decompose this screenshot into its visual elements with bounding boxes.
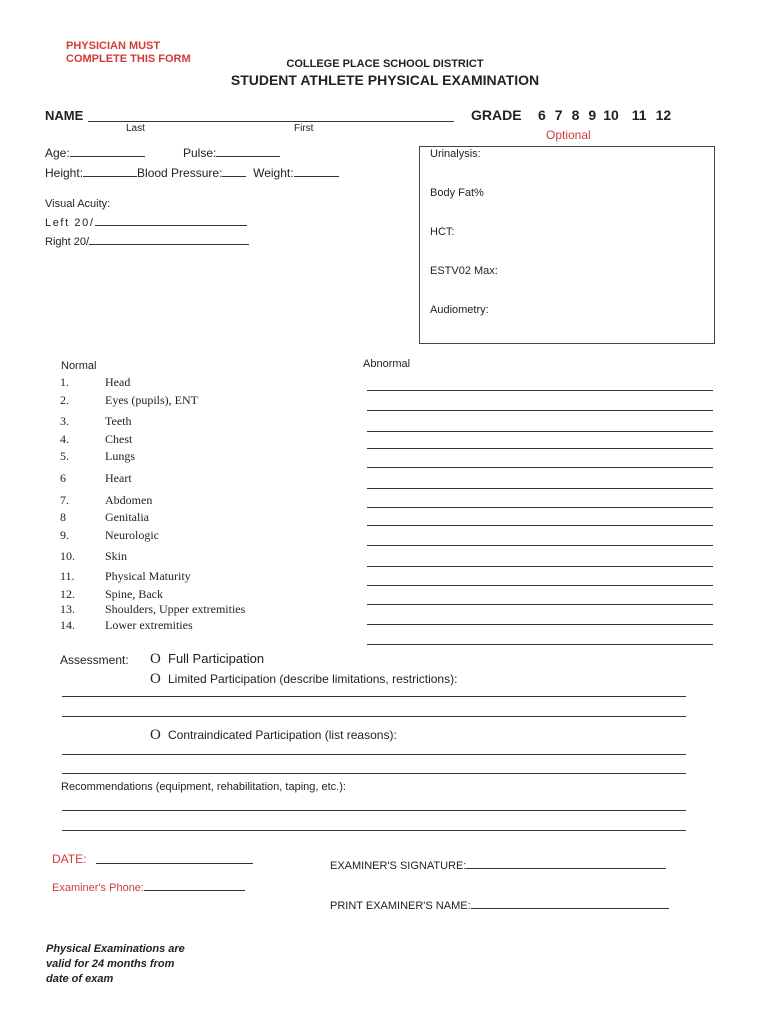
grade-options: [538, 107, 671, 123]
optional-label: Optional: [546, 128, 591, 142]
list-item: 14. Lower extremities: [60, 617, 193, 632]
urinalysis-label: Urinalysis:: [430, 148, 481, 160]
physician-notice-line1: PHYSICIAN MUST: [66, 40, 161, 52]
signature-row: [330, 860, 666, 872]
abnormal-label: Abnormal: [363, 358, 411, 370]
phone-row: [52, 882, 245, 894]
limitations-line[interactable]: [62, 716, 686, 717]
abnormal-line[interactable]: [367, 448, 713, 449]
limited-participation-label: Limited Participation (describe limitations, restrictions):: [168, 672, 458, 686]
radio-circle-icon[interactable]: O: [150, 651, 161, 667]
validity-note-line3: date of exam: [46, 973, 114, 985]
age-field[interactable]: [70, 156, 145, 157]
first-name-label: First: [294, 123, 314, 134]
abnormal-line[interactable]: [367, 585, 713, 586]
visual-acuity-label: Visual Acuity:: [45, 198, 111, 210]
list-item: 11. Physical Maturity: [60, 568, 191, 583]
abnormal-line[interactable]: [367, 644, 713, 645]
abnormal-line[interactable]: [367, 488, 713, 489]
blood-pressure-label: Blood Pressure:: [137, 166, 223, 180]
list-item: 3. Teeth: [60, 414, 132, 429]
list-item: 12. Spine, Back: [60, 586, 163, 601]
height-field[interactable]: [83, 176, 137, 177]
list-item: 8 Genitalia: [60, 510, 149, 525]
validity-note-line2: valid for 24 months from: [46, 958, 175, 970]
print-examiner-name-label: PRINT EXAMINER'S NAME:: [330, 900, 471, 912]
limitations-line[interactable]: [62, 696, 686, 697]
district-name: COLLEGE PLACE SCHOOL DISTRICT: [286, 58, 484, 70]
full-participation-option[interactable]: [150, 651, 264, 668]
audiometry-label: Audiometry:: [430, 304, 489, 316]
grade-option-11[interactable]: 11: [631, 107, 647, 123]
page-title: STUDENT ATHLETE PHYSICAL EXAMINATION: [230, 72, 540, 88]
examiner-phone-label: Examiner's Phone:: [52, 882, 144, 894]
abnormal-line[interactable]: [367, 604, 713, 605]
date-field[interactable]: [96, 863, 253, 864]
abnormal-line[interactable]: [367, 566, 713, 567]
examiner-signature-label: EXAMINER'S SIGNATURE:: [330, 860, 467, 872]
right-eye-label: Right 20/: [45, 236, 90, 248]
reasons-line[interactable]: [62, 754, 686, 755]
contraindicated-participation-label: Contraindicated Participation (list reasons):: [168, 728, 397, 742]
examiner-signature-field[interactable]: [466, 868, 666, 869]
radio-circle-icon[interactable]: O: [150, 671, 161, 687]
normal-label: Normal: [61, 360, 97, 372]
height-label: Height:: [45, 166, 84, 180]
exam-items-list: [60, 374, 245, 634]
body-fat-label: Body Fat%: [430, 187, 484, 199]
list-item: 4. Chest: [60, 431, 133, 446]
limited-participation-option[interactable]: [150, 671, 457, 688]
grade-option-7[interactable]: 7: [554, 107, 563, 123]
print-examiner-name-field[interactable]: [471, 908, 669, 909]
left-eye-field[interactable]: [95, 225, 247, 226]
reasons-line[interactable]: [62, 773, 686, 774]
weight-label: Weight:: [253, 166, 294, 180]
age-row: [45, 146, 145, 160]
age-label: Age:: [45, 146, 70, 160]
full-participation-label: Full Participation: [168, 651, 265, 666]
list-item: 7. Abdomen: [60, 492, 153, 507]
grade-label: GRADE: [471, 107, 522, 123]
recommendations-line[interactable]: [62, 810, 686, 811]
name-label: NAME: [45, 108, 84, 123]
abnormal-line[interactable]: [367, 467, 713, 468]
grade-option-8[interactable]: 8: [571, 107, 580, 123]
abnormal-line[interactable]: [367, 431, 713, 432]
abnormal-line[interactable]: [367, 390, 713, 391]
last-name-label: Last: [126, 123, 145, 134]
validity-note: [46, 942, 185, 987]
right-eye-row: [45, 236, 249, 248]
name-field[interactable]: [88, 121, 454, 122]
list-item: 10. Skin: [60, 549, 128, 564]
left-eye-label: Left 20/: [45, 217, 95, 229]
abnormal-line[interactable]: [367, 410, 713, 411]
grade-option-12[interactable]: 12: [655, 107, 672, 123]
contraindicated-participation-option[interactable]: [150, 727, 397, 744]
abnormal-line[interactable]: [367, 507, 713, 508]
grade-option-10[interactable]: 10: [603, 107, 619, 123]
grade-option-9[interactable]: 9: [588, 107, 597, 123]
left-eye-row: [45, 217, 247, 229]
date-label: DATE:: [52, 852, 87, 866]
validity-note-line1: Physical Examinations are: [46, 943, 185, 955]
estv02-label: ESTV02 Max:: [430, 265, 498, 277]
abnormal-line[interactable]: [367, 525, 713, 526]
weight-field[interactable]: [294, 176, 339, 177]
list-item: 5. Lungs: [60, 449, 135, 464]
pulse-field[interactable]: [216, 156, 280, 157]
pulse-label: Pulse:: [183, 146, 217, 160]
hct-label: HCT:: [430, 226, 455, 238]
recommendations-line[interactable]: [62, 830, 686, 831]
physician-notice-line2: COMPLETE THIS FORM: [66, 53, 191, 65]
print-name-row: [330, 900, 669, 912]
list-item: 9. Neurologic: [60, 527, 159, 542]
examiner-phone-field[interactable]: [144, 890, 245, 891]
height-row: [45, 166, 339, 180]
abnormal-line[interactable]: [367, 624, 713, 625]
blood-pressure-field[interactable]: [222, 176, 246, 177]
grade-option-6[interactable]: 6: [538, 107, 546, 123]
list-item: 1. Head: [60, 375, 131, 389]
pulse-row: [183, 146, 280, 160]
list-item: 2. Eyes (pupils), ENT: [60, 392, 198, 407]
radio-circle-icon[interactable]: O: [150, 727, 161, 743]
right-eye-field[interactable]: [89, 244, 249, 245]
list-item: 6 Heart: [60, 470, 132, 485]
recommendations-label: Recommendations (equipment, rehabilitation, taping, etc.):: [61, 781, 346, 793]
assessment-label: Assessment:: [60, 653, 129, 667]
list-item: 13. Shoulders, Upper extremities: [60, 602, 246, 617]
abnormal-line[interactable]: [367, 545, 713, 546]
